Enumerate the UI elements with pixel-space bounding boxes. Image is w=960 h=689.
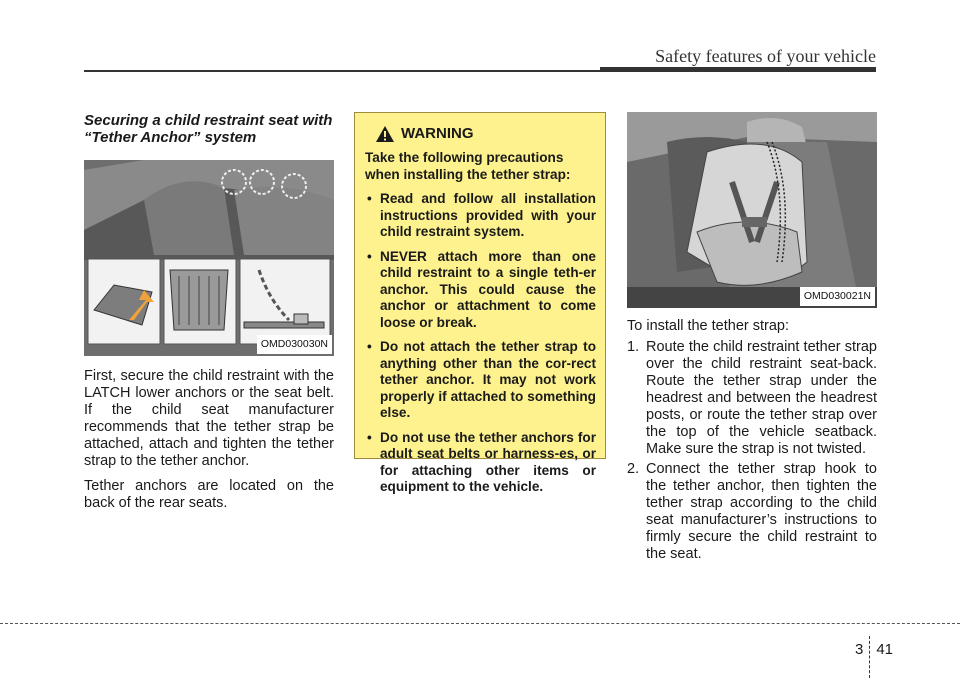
tether-anchor-figure xyxy=(84,160,334,356)
page-number xyxy=(855,628,893,670)
rear-seat-illustration xyxy=(84,160,334,356)
warning-item: • NEVER attach more than one child restraint to a single teth-er anchor. This could cause the anchor or attachment to come loose or break. xyxy=(365,249,596,332)
right-column xyxy=(627,112,877,566)
steps-intro: To install the tether strap: xyxy=(627,318,789,334)
step-text: Route the child restraint tether strap over the child restraint seat-back. Route the tether strap under the headrest and between the headrest posts, or route the tether strap over the top of the vehicle seatback. Make sure the strap is not twisted. xyxy=(646,339,877,457)
page-separator xyxy=(869,636,870,678)
step-number: 2. xyxy=(627,461,640,477)
header-rule-accent xyxy=(600,67,876,72)
paragraph: Tether anchors are located on the back of the rear seats. xyxy=(84,478,334,511)
warning-box xyxy=(354,112,606,494)
warning-column xyxy=(354,112,606,494)
child-seat-illustration xyxy=(627,112,877,308)
chapter-number: 3 xyxy=(855,640,864,658)
child-seat-figure xyxy=(627,112,877,308)
figure-code: OMD030021N xyxy=(800,287,875,306)
warning-item: • Do not attach the tether strap to anything other than the cor-rect tether anchor. It may not work properly if attached to something else. xyxy=(365,339,596,422)
paragraph: First, secure the child restraint with the LATCH lower anchors or the seat belt. If the child seat manufacturer recommends that the tether strap be attached, attach and tighten the tether strap to the tether anchor. xyxy=(84,368,334,469)
step-item xyxy=(627,339,877,458)
left-column xyxy=(84,112,334,512)
warning-triangle-icon xyxy=(375,125,395,143)
header-title: Safety features of your vehicle xyxy=(655,46,876,66)
warning-item: • Do not use the tether anchors for adult seat belts or harness-es, or for attaching other items or equipment to the vehicle. xyxy=(365,430,596,496)
warning-item: • Read and follow all installation instructions provided with your child restraint system. xyxy=(365,191,596,241)
step-text: Connect the tether strap hook to the tether anchor, then tighten the tether strap according to the child seat manufacturer’s instructions to firmly secure the child restraint to the seat. xyxy=(646,461,877,562)
step-number: 1. xyxy=(627,339,640,355)
warning-title-text: WARNING xyxy=(401,124,474,142)
section-heading: Securing a child restraint seat with “Tether Anchor” system xyxy=(84,112,333,146)
step-item xyxy=(627,461,877,563)
steps-list xyxy=(627,339,877,563)
warning-title xyxy=(375,125,596,143)
page-number-value: 41 xyxy=(876,640,894,658)
footer-rule xyxy=(0,623,960,624)
warning-list xyxy=(365,191,596,496)
figure-code: OMD030030N xyxy=(257,335,332,354)
warning-intro: Take the following precautions when installing the tether strap: xyxy=(365,150,571,182)
